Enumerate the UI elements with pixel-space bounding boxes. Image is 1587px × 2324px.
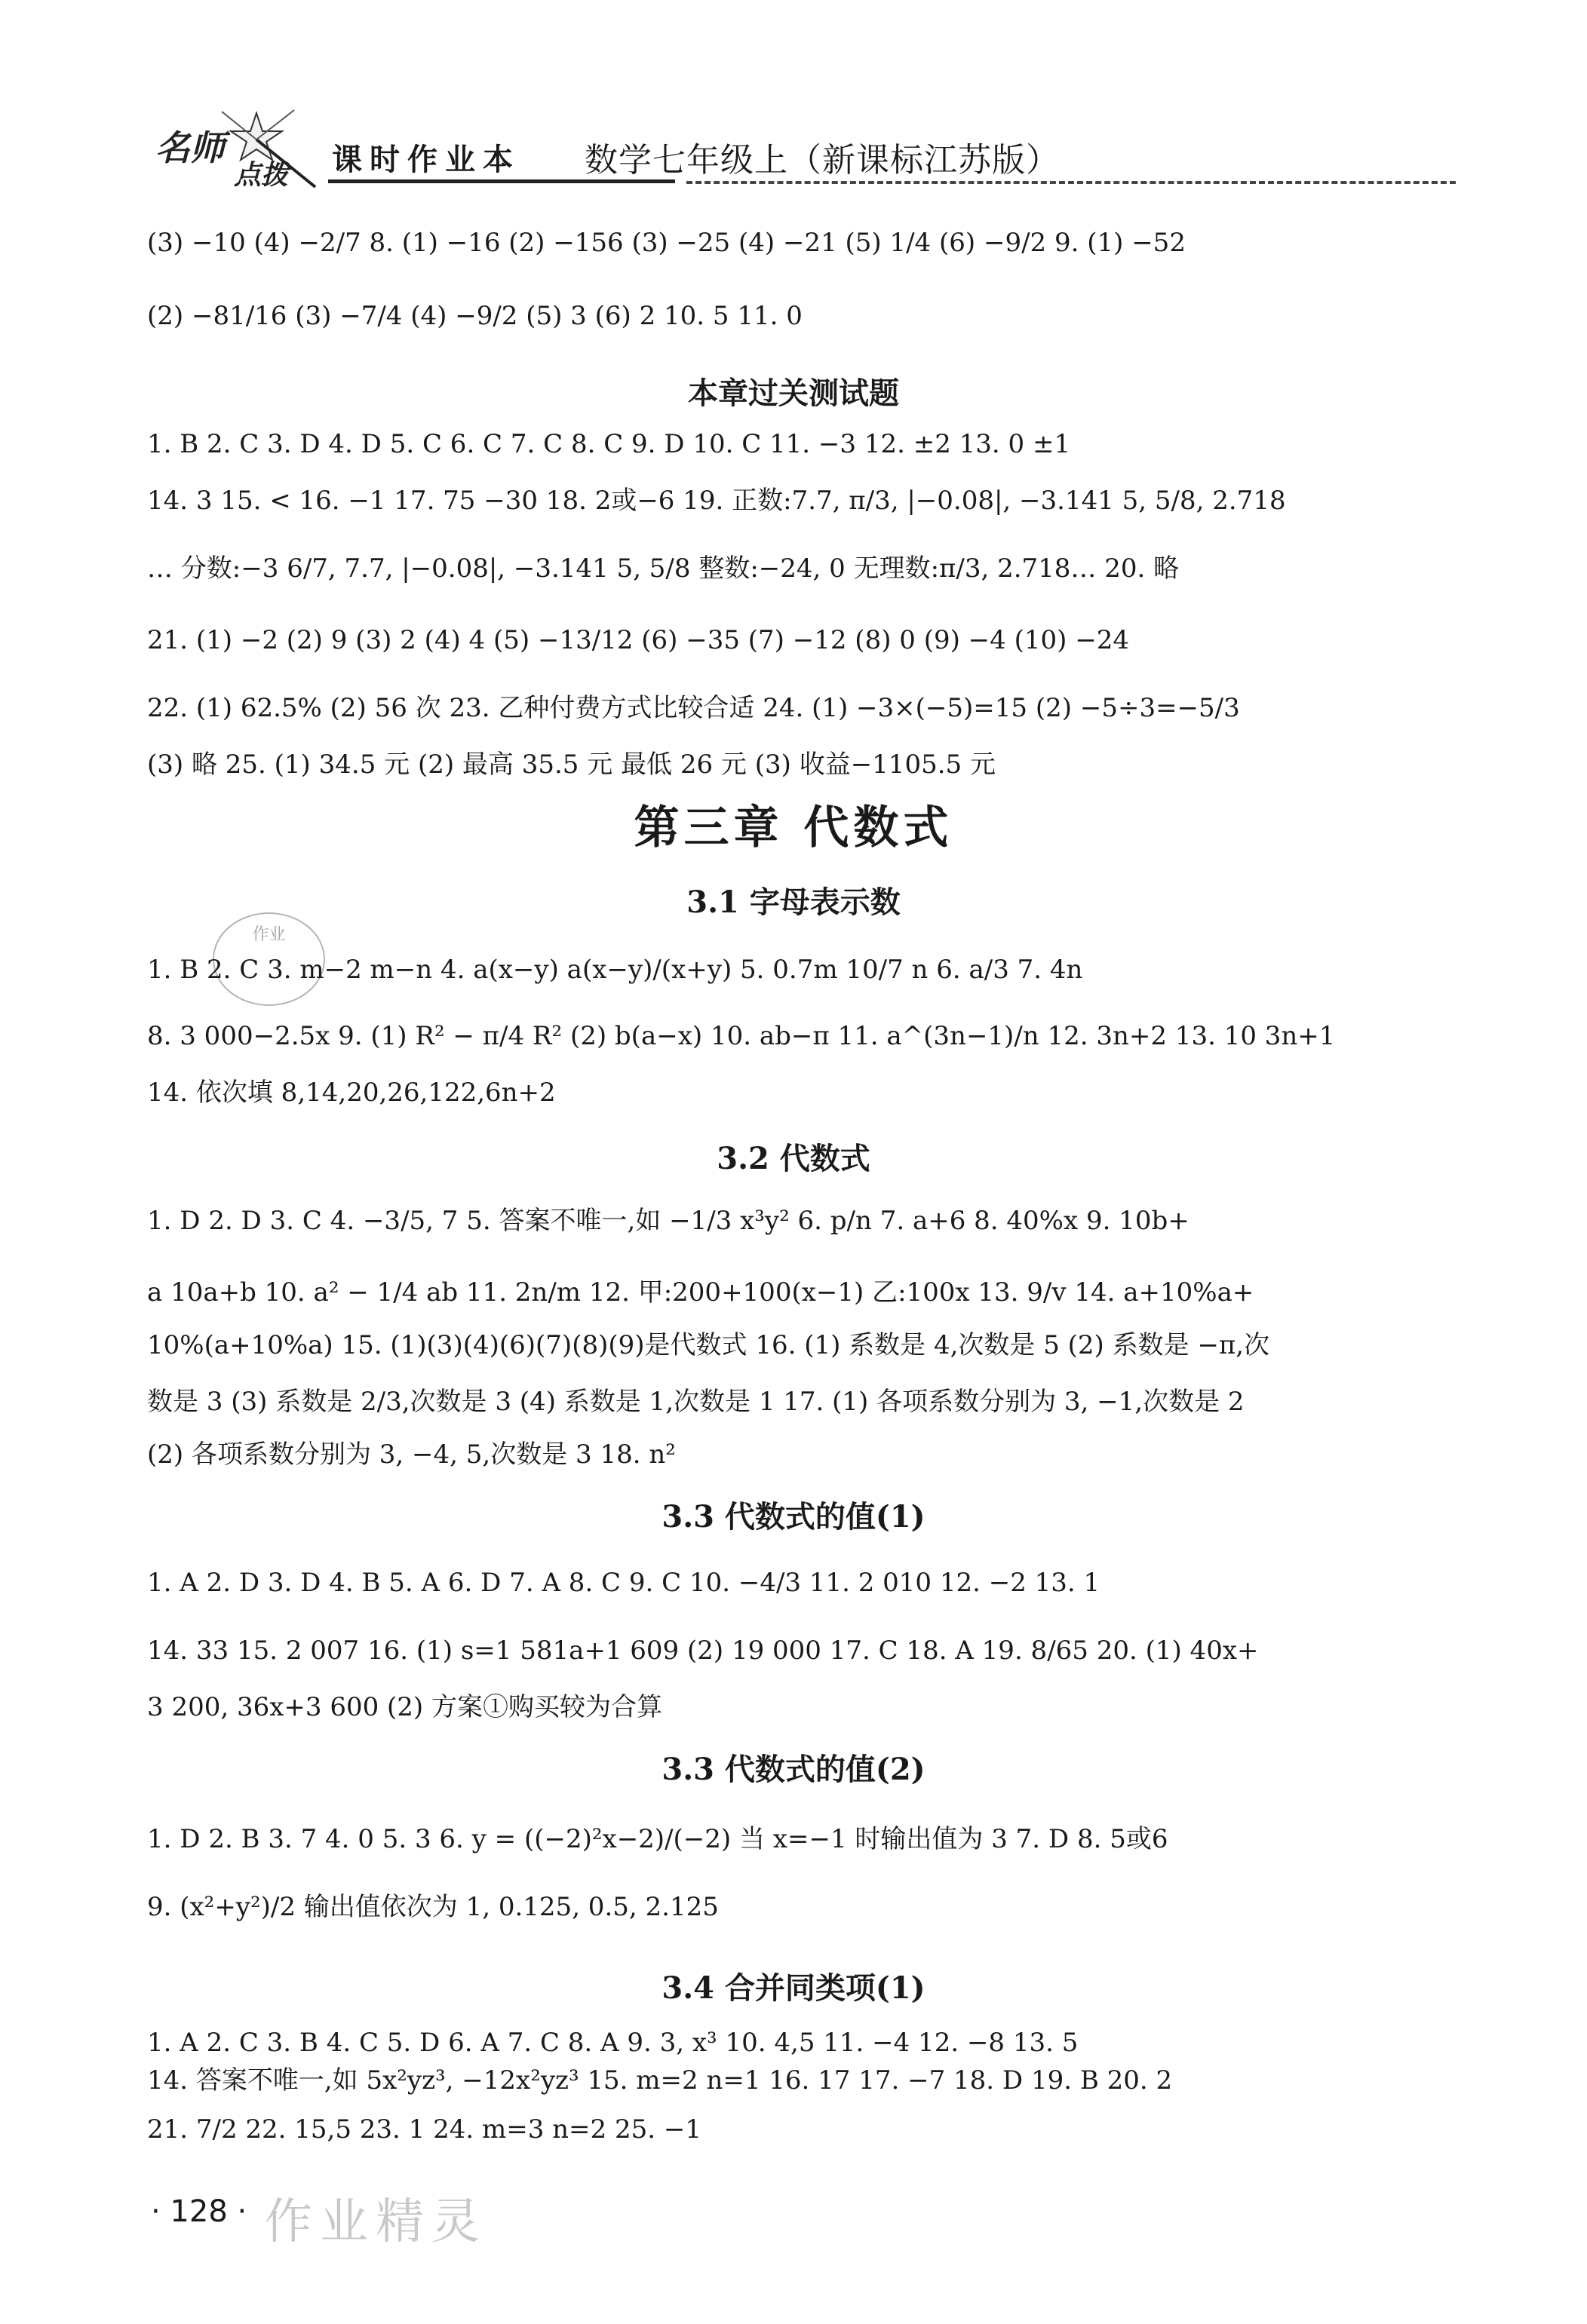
answer-line: 21. 7/2 22. 15,5 23. 1 24. m=3 n=2 25. −1	[147, 2114, 701, 2145]
answer-line: 1. A 2. D 3. D 4. B 5. A 6. D 7. A 8. C 9. C 10. −4/3 11. 2 010 12. −2 13. 1	[147, 1568, 1100, 1598]
chapter-title: 第三章 代数式	[634, 802, 953, 854]
page-header	[143, 106, 1456, 192]
answer-line: 14. 3 15. < 16. −1 17. 75 −30 18. 2或−6 19. 正数:7.7, π/3, |−0.08|, −3.141 5, 5/8, 2.718	[147, 486, 1286, 516]
answer-line: 14. 答案不唯一,如 5x²yz³, −12x²yz³ 15. m=2 n=1 16. 17 17. −7 18. D 19. B 20. 2	[147, 2065, 1173, 2096]
section-title-review: 本章过关测试题	[688, 376, 899, 411]
answer-line: (2) −81/16 (3) −7/4 (4) −9/2 (5) 3 (6) 2 10. 5 11. 0	[147, 301, 803, 331]
answer-line: (3) 略 25. (1) 34.5 元 (2) 最高 35.5 元 最低 26 元 (3) 收益−1105.5 元	[147, 750, 996, 780]
section-title-3-3-1: 3.3 代数式的值(1)	[662, 1499, 925, 1535]
section-title-3-4: 3.4 合并同类项(1)	[662, 1970, 925, 2006]
section-title-3-3-2: 3.3 代数式的值(2)	[662, 1752, 925, 1787]
answer-line: 21. (1) −2 (2) 9 (3) 2 (4) 4 (5) −13/12 (6) −35 (7) −12 (8) 0 (9) −4 (10) −24	[147, 625, 1129, 655]
answer-line: 数是 3 (3) 系数是 2/3,次数是 3 (4) 系数是 1,次数是 1 17. (1) 各项系数分别为 3, −1,次数是 2	[147, 1387, 1245, 1417]
book-title: 数学七年级上（新课标江苏版）	[585, 141, 1060, 179]
answer-line: 9. (x²+y²)/2 输出值依次为 1, 0.125, 0.5, 2.125	[147, 1892, 719, 1922]
answer-line: … 分数:−3 6/7, 7.7, |−0.08|, −3.141 5, 5/8 整数:−24, 0 无理数:π/3, 2.718… 20. 略	[147, 553, 1180, 584]
answer-line: a 10a+b 10. a² − 1/4 ab 11. 2n/m 12. 甲:200+100(x−1) 乙:100x 13. 9/v 14. a+10%a+	[147, 1277, 1254, 1308]
section-title-3-1: 3.1 字母表示数	[686, 885, 901, 920]
answer-line: 14. 33 15. 2 007 16. (1) s=1 581a+1 609 (2) 19 000 17. C 18. A 19. 8/65 20. (1) 40x+	[147, 1636, 1259, 1666]
answer-line: 1. D 2. D 3. C 4. −3/5, 7 5. 答案不唯一,如 −1/3 x³y² 6. p/n 7. a+6 8. 40%x 9. 10b+	[147, 1206, 1189, 1236]
brand-title: 课时作业本	[332, 142, 520, 177]
answer-line: 1. A 2. C 3. B 4. C 5. D 6. A 7. C 8. A 9. 3, x³ 10. 4,5 11. −4 12. −8 13. 5	[147, 2028, 1079, 2058]
logo-text-dianbo: 点拨	[234, 159, 289, 191]
answer-line: 10%(a+10%a) 15. (1)(3)(4)(6)(7)(8)(9)是代数式 16. (1) 系数是 4,次数是 5 (2) 系数是 −π,次	[147, 1330, 1270, 1360]
watermark: 作业精灵	[264, 2194, 487, 2250]
header-dashed-rule	[686, 181, 1456, 184]
answer-line: 3 200, 36x+3 600 (2) 方案①购买较为合算	[147, 1692, 662, 1722]
stamp-text: 作业	[252, 925, 286, 944]
answer-line: 14. 依次填 8,14,20,26,122,6n+2	[147, 1078, 556, 1108]
answer-line: 8. 3 000−2.5x 9. (1) R² − π/4 R² (2) b(a−x) 10. ab−π 11. a^(3n−1)/n 12. 3n+2 13. 10 3n+1	[147, 1021, 1336, 1051]
answer-line: (3) −10 (4) −2/7 8. (1) −16 (2) −156 (3) −25 (4) −21 (5) 1/4 (6) −9/2 9. (1) −52	[147, 228, 1186, 258]
answer-line: 22. (1) 62.5% (2) 56 次 23. 乙种付费方式比较合适 24. (1) −3×(−5)=15 (2) −5÷3=−5/3	[147, 693, 1240, 723]
page-number: · 128 ·	[151, 2194, 247, 2229]
answer-line: 1. B 2. C 3. m−2 m−n 4. a(x−y) a(x−y)/(x+y) 5. 0.7m 10/7 n 6. a/3 7. 4n	[147, 955, 1083, 985]
answer-line: 1. B 2. C 3. D 4. D 5. C 6. C 7. C 8. C 9. D 10. C 11. −3 12. ±2 13. 0 ±1	[147, 429, 1071, 459]
answer-line: 1. D 2. B 3. 7 4. 0 5. 3 6. y = ((−2)²x−2)/(−2) 当 x=−1 时输出值为 3 7. D 8. 5或6	[147, 1824, 1168, 1854]
logo-text-mingshi: 名师	[155, 127, 225, 168]
section-title-3-2: 3.2 代数式	[717, 1141, 870, 1176]
answer-line: (2) 各项系数分别为 3, −4, 5,次数是 3 18. n²	[147, 1439, 676, 1470]
